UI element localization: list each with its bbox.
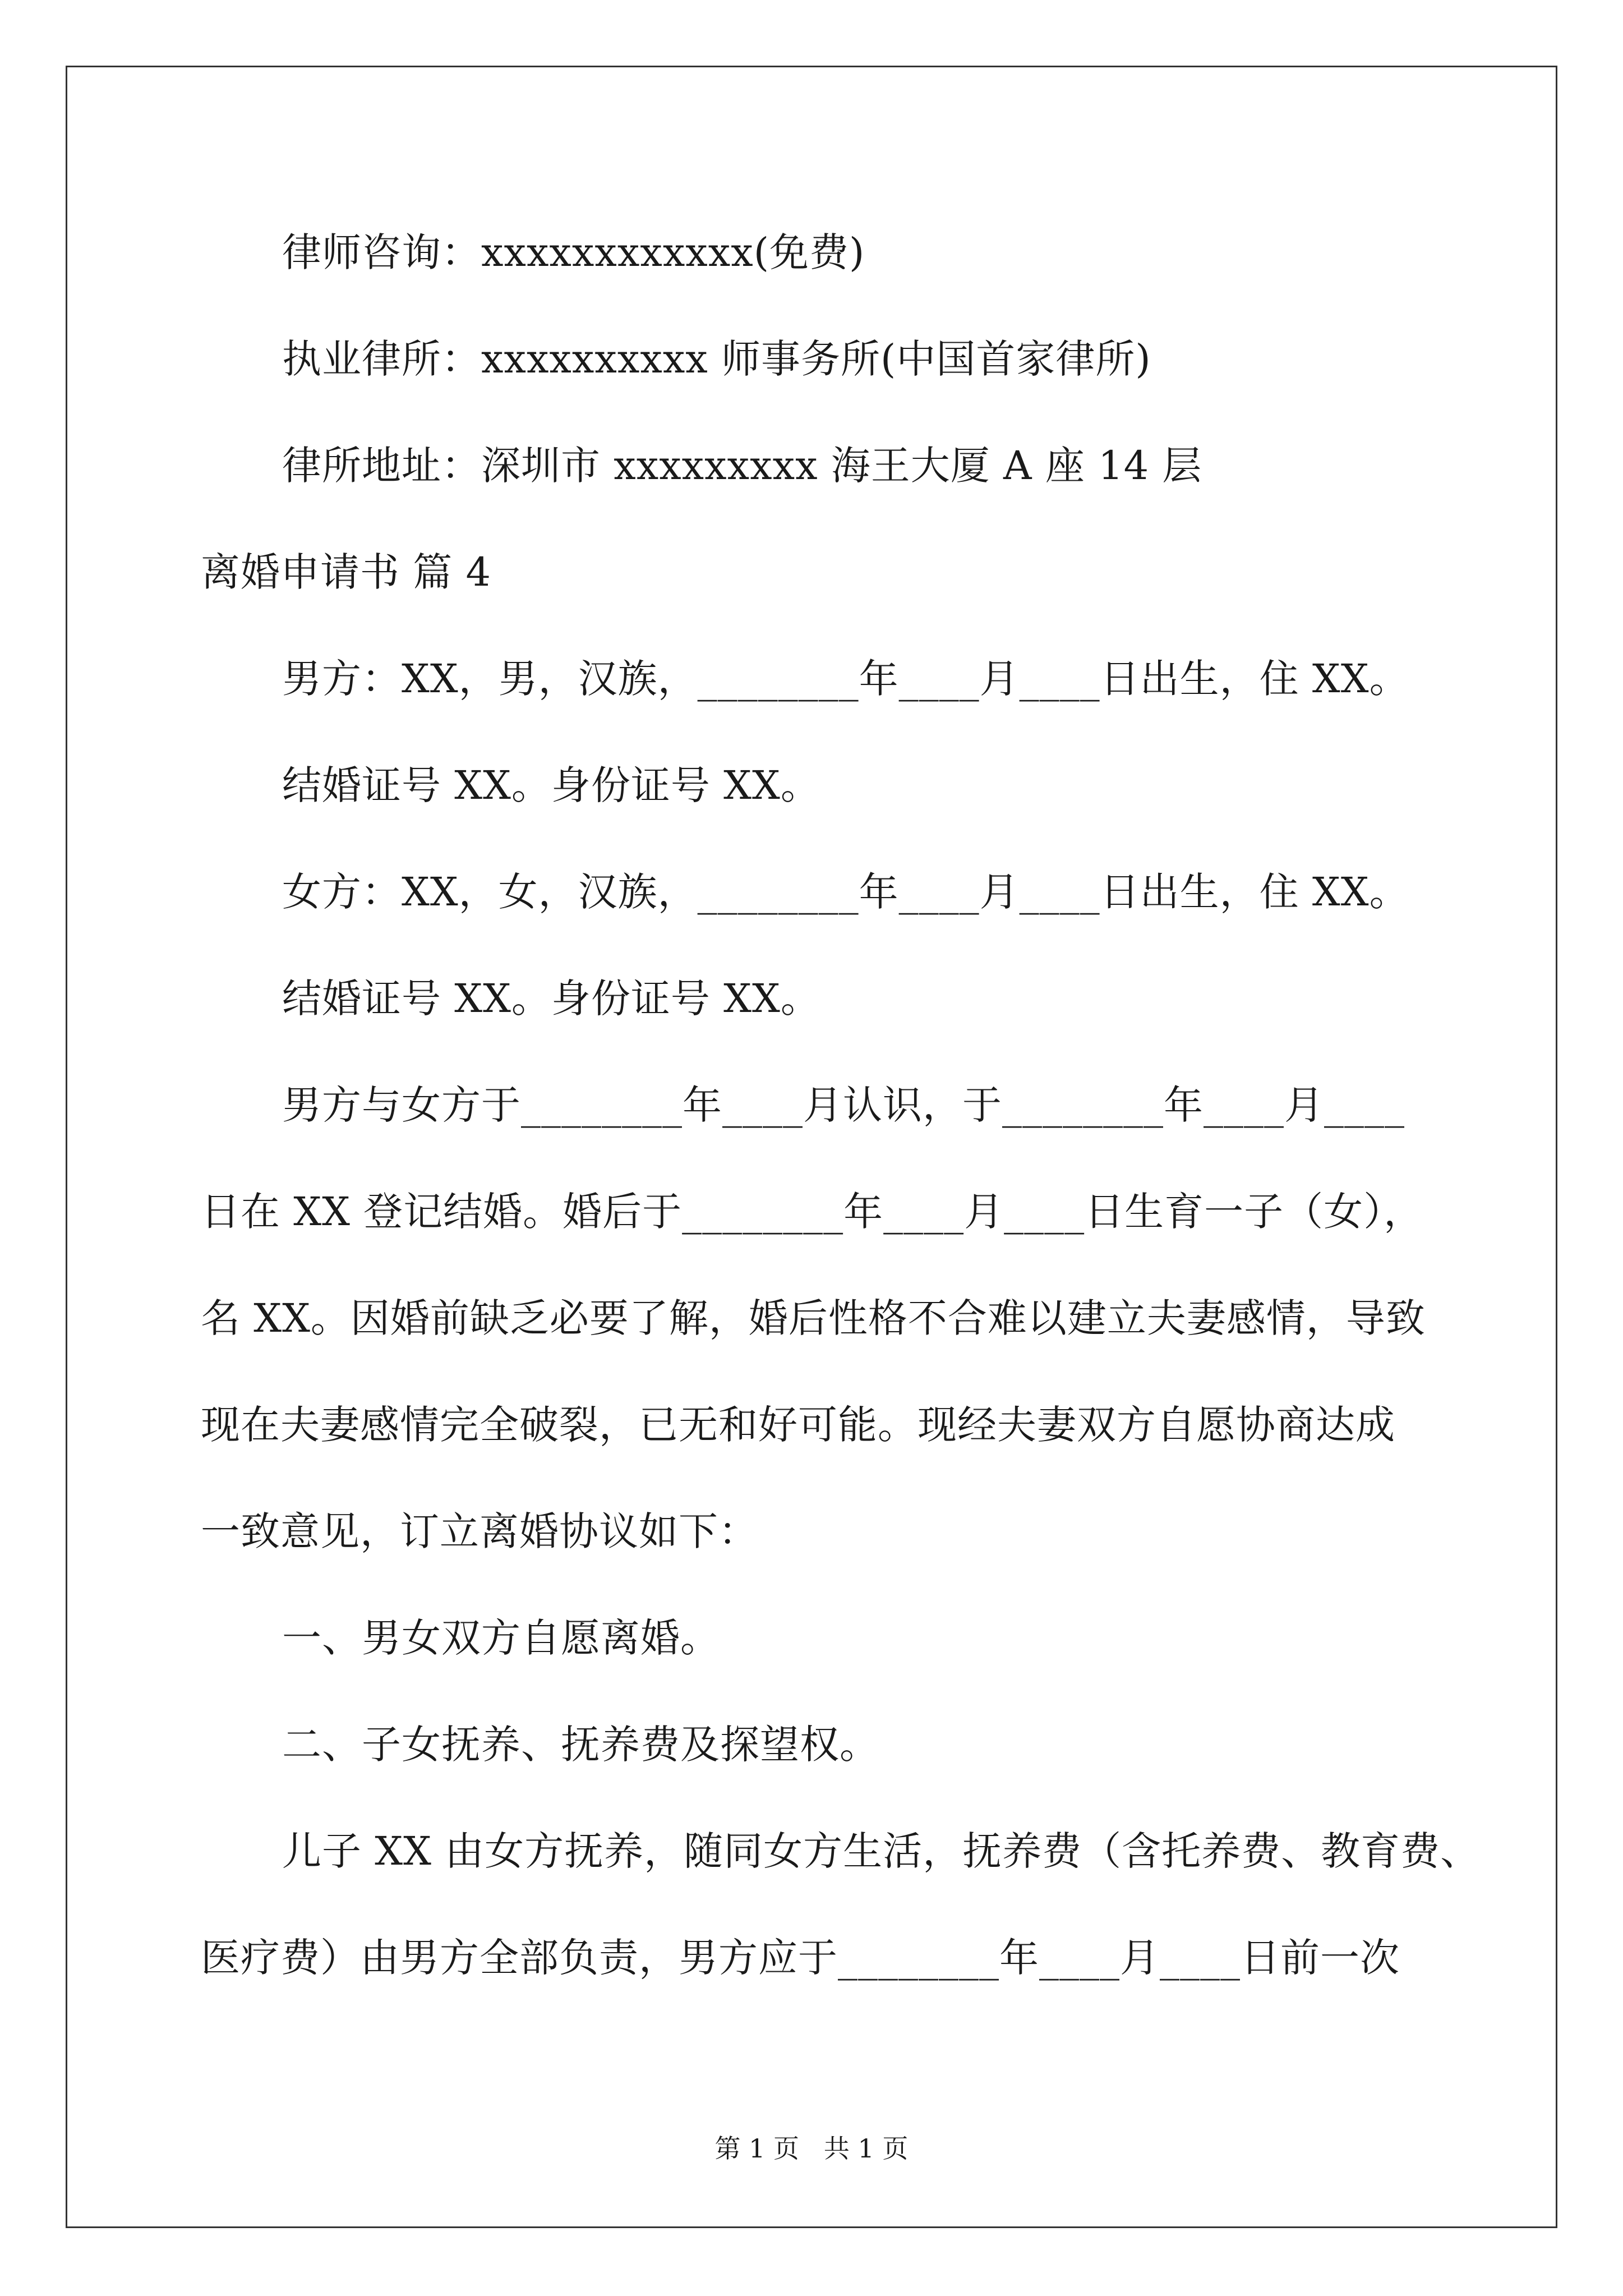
clause-two: 二、子女抚养、抚养费及探望权。: [282, 1722, 879, 1768]
paragraph-line: 日在 XX 登记结婚。婚后于________年____月____日生育一子（女），: [201, 1189, 1424, 1235]
page-border: [66, 66, 1557, 2228]
female-certificate-line: 结婚证号 XX。身份证号 XX。: [282, 976, 820, 1022]
paragraph-line: 儿子 XX 由女方抚养，随同女方生活，抚养费（含托养费、教育费、: [282, 1828, 1481, 1874]
paragraph-line: 一致意见，订立离婚协议如下：: [201, 1508, 758, 1554]
paragraph-line: 医疗费）由男方全部负责，男方应于________年____月____日前一次: [201, 1935, 1400, 1981]
section-heading: 离婚申请书 篇 4: [201, 549, 492, 595]
paragraph-line: 名 XX。因婚前缺乏必要了解，婚后性格不合难以建立夫妻感情，导致: [201, 1295, 1426, 1341]
paragraph-line: 男方与女方于________年____月认识，于________年____月____: [282, 1082, 1405, 1128]
page-footer: 第 1 页 共 1 页: [714, 2133, 909, 2164]
male-party-line: 男方：XX，男，汉族，________年____月____日出生，住 XX。: [282, 656, 1409, 702]
paragraph-line: 现在夫妻感情完全破裂，已无和好可能。现经夫妻双方自愿协商达成: [201, 1402, 1395, 1448]
female-party-line: 女方：XX，女，汉族，________年____月____日出生，住 XX。: [282, 869, 1409, 915]
law-firm-address-line: 律所地址：深圳市 xxxxxxxxx 海王大厦 A 座 14 层: [282, 443, 1202, 489]
law-firm-line: 执业律所：xxxxxxxxxx 师事务所(中国首家律所): [282, 336, 1151, 382]
lawyer-consult-line: 律师咨询：xxxxxxxxxxxx(免费): [282, 229, 865, 275]
male-certificate-line: 结婚证号 XX。身份证号 XX。: [282, 762, 820, 808]
clause-one: 一、男女双方自愿离婚。: [282, 1615, 720, 1661]
